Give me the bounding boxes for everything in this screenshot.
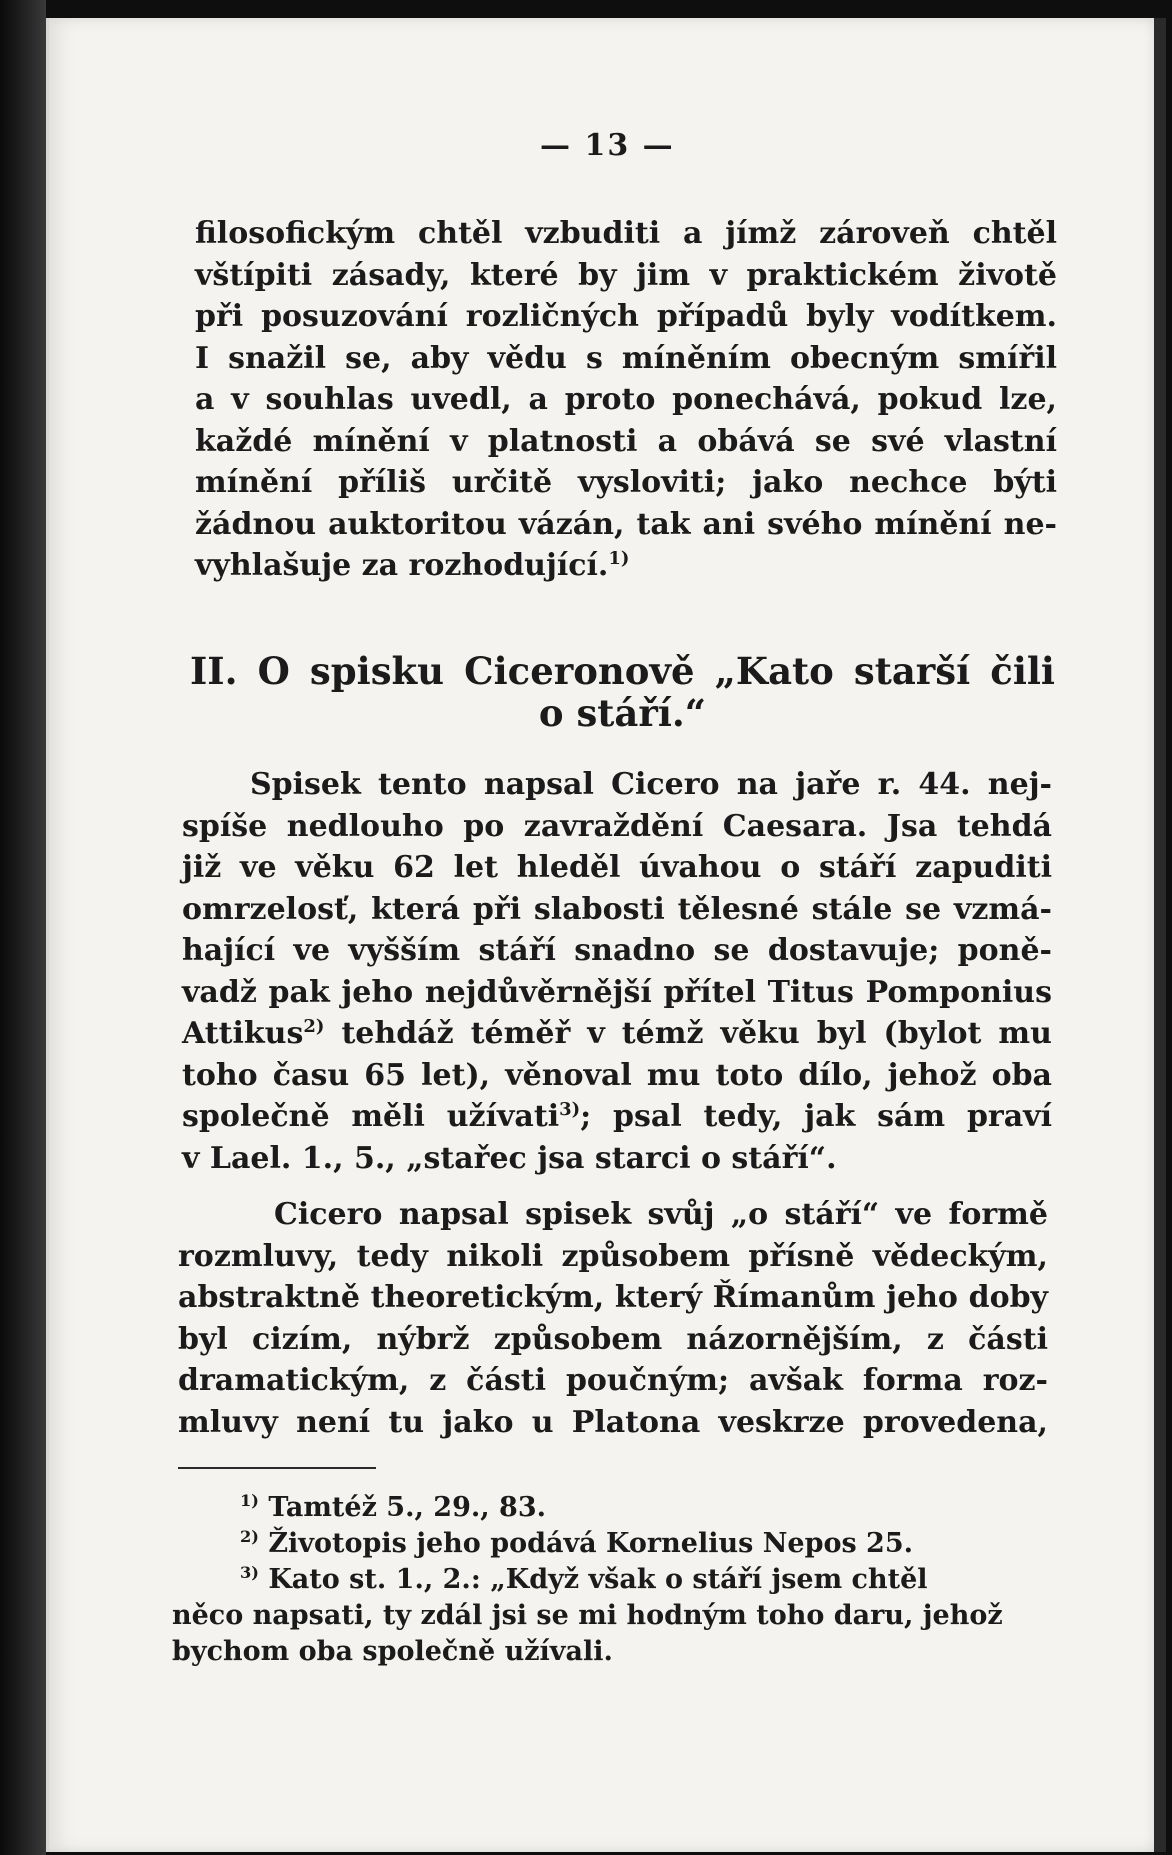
text-line: omrzelosť, která při slabosti tělesné stále se vzmá- (182, 891, 1052, 927)
text-line: vštípiti zásady, které by jim v praktickém životě (195, 257, 1057, 293)
text-line: žádnou auktoritou vázán, tak ani svého mínění ne- (195, 506, 1057, 542)
paragraph-3 (178, 1194, 1048, 1443)
text-line (182, 1096, 1052, 1138)
paragraph-1 (195, 213, 1057, 587)
text-line: I snažil se, aby vědu s míněním obecným smířil (195, 340, 1057, 376)
text-line: hající ve vyšším stáří snadno se dostavuje; poně- (182, 933, 1052, 968)
footnote-2 (172, 1526, 1042, 1562)
text-line (195, 545, 1057, 587)
text-line: a v souhlas uvedl, a proto ponechává, pokud lze, (195, 382, 1057, 417)
text-line: dramatickým, z části poučným; avšak forma roz- (178, 1363, 1048, 1398)
section-heading (190, 650, 1055, 734)
footnote-text: Tamtéž 5., 29., 83. (268, 1492, 547, 1523)
page-edge (1154, 18, 1166, 1852)
footnote-1 (172, 1490, 1042, 1526)
footnote-3-continued: bychom oba společně užívali. (172, 1636, 613, 1667)
text-segment: společně měli užívati (182, 1099, 560, 1134)
text-line: mluvy není tu jako u Platona veskrze provedena, (178, 1404, 1048, 1440)
text-line: abstraktně theoretickým, který Římanům jeho doby (178, 1280, 1048, 1315)
paragraph-2 (182, 764, 1052, 1179)
footnote-3 (172, 1562, 1042, 1598)
footnote-mark: 3) (240, 1563, 259, 1582)
heading-line: o stáří.“ (538, 691, 707, 735)
footnote-ref: 2) (303, 1016, 325, 1037)
text-segment: vyhlašuje za rozhodující. (195, 548, 609, 583)
text-line: byl cizím, nýbrž způsobem názornějším, z části (178, 1321, 1048, 1357)
text-segment: Attikus (182, 1016, 304, 1051)
footnote-separator (178, 1467, 376, 1469)
heading-line: II. O spisku Ciceronově „Kato starší čili (190, 649, 1055, 693)
footnote-ref: 1) (608, 548, 630, 569)
footnote-3-continued: něco napsati, ty zdál jsi se mi hodným toho daru, jehož (172, 1600, 1003, 1631)
page-number: — 13 — (540, 128, 675, 163)
text-line: při posuzování rozličných případů byly vodítkem. (195, 299, 1057, 334)
text-line: spíše nedlouho po zavraždění Caesara. Jsa tehdá (182, 808, 1052, 844)
footnotes (172, 1490, 1042, 1670)
text-line: Cicero napsal spisek svůj „o stáří“ ve formě (274, 1197, 1048, 1232)
text-line: Spisek tento napsal Cicero na jaře r. 44. nej- (250, 767, 1052, 802)
text-line (182, 1013, 1052, 1055)
footnote-text: Životopis jeho podává Kornelius Nepos 25. (268, 1528, 914, 1559)
text-line: již ve věku 62 let hleděl úvahou o stáří zapuditi (182, 850, 1052, 885)
text-line: rozmluvy, tedy nikoli způsobem přísně vědeckým, (178, 1238, 1048, 1274)
footnote-mark: 2) (240, 1527, 259, 1546)
text-line: mínění příliš určitě vysloviti; jako nechce býti (195, 465, 1057, 500)
text-segment: ; psal tedy, jak sám praví (580, 1099, 1053, 1134)
text-line: vadž pak jeho nejdůvěrnější přítel Titus Pomponius (182, 974, 1052, 1010)
text-line: filosofickým chtěl vzbuditi a jímž zároveň chtěl (195, 216, 1057, 251)
footnote-text: Kato st. 1., 2.: „Když však o stáří jsem chtěl (268, 1564, 928, 1595)
text-line: každé mínění v platnosti a obává se své vlastní (195, 423, 1057, 459)
binding-edge (0, 0, 46, 1855)
text-line: v Lael. 1., 5., „stařec jsa starci o stáří“. (182, 1140, 837, 1176)
footnote-ref: 3) (559, 1099, 581, 1120)
text-line: toho času 65 let), věnoval mu toto dílo, jehož oba (182, 1057, 1052, 1093)
footnote-mark: 1) (240, 1491, 259, 1510)
text-segment: tehdáž téměř v témž věku byl (bylot mu (341, 1016, 1052, 1051)
